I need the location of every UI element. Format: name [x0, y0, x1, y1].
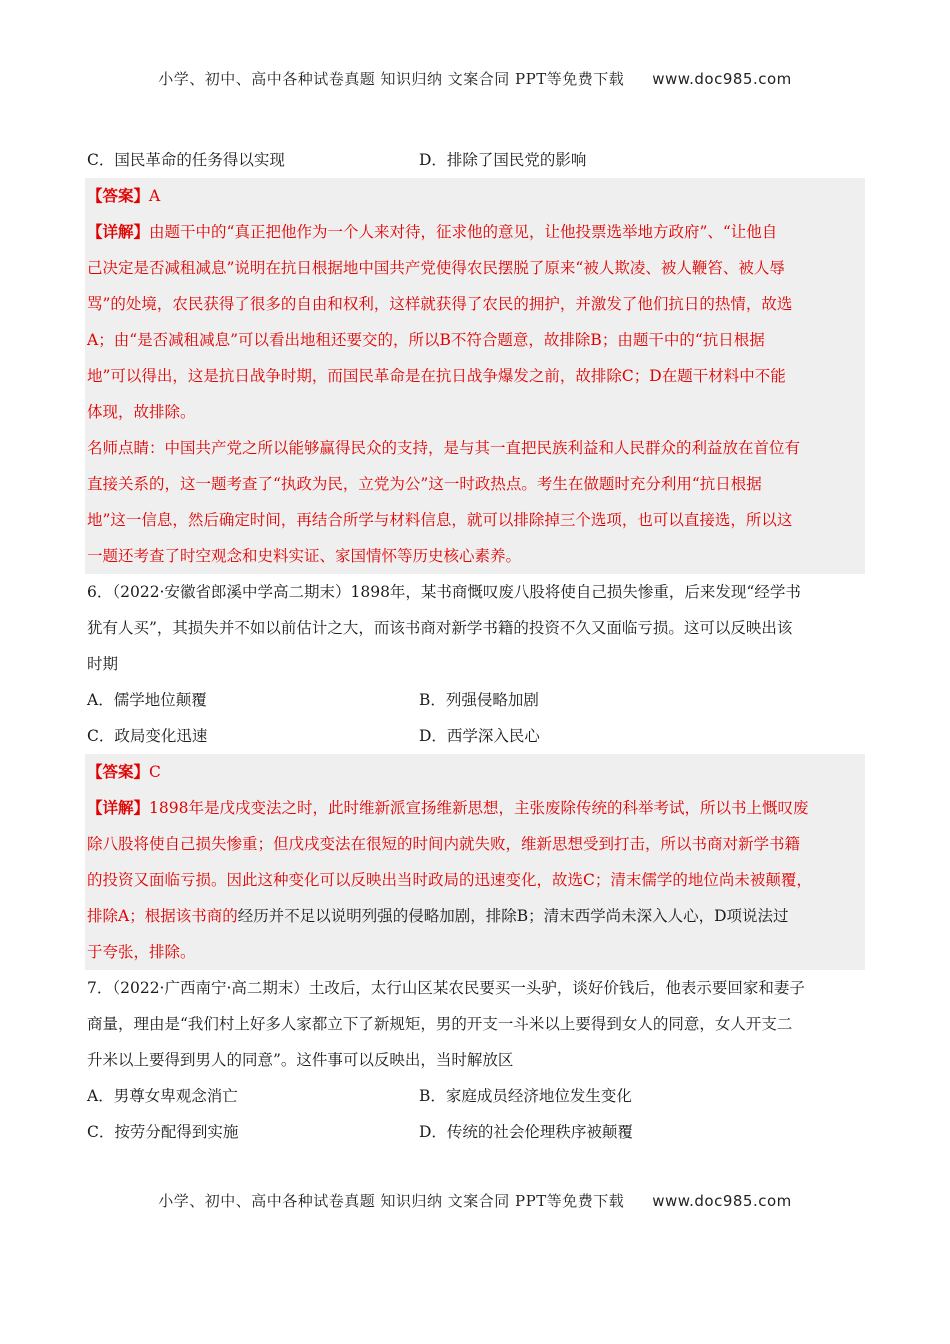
detail-text-red: 排除A；根据该书商的	[87, 907, 238, 925]
q6-option-a[interactable]: A．儒学地位颠覆	[87, 691, 207, 709]
q6-option-b[interactable]: B．列强侵略加剧	[419, 691, 539, 709]
detail-tag: 【详解】	[87, 798, 150, 817]
q5-detail-line: 地”可以得出，这是抗日战争时期，而国民革命是在抗日战争爆发之前，故排除C；D在题干材料中不能	[87, 367, 786, 385]
footer-text: 小学、初中、高中各种试卷真题 知识归纳 文案合同 PPT等免费下载	[158, 1192, 625, 1210]
q5-tip-line: 地”这一信息，然后确定时间，再结合所学与材料信息，就可以排除掉三个选项，也可以直接选，所以这	[87, 511, 793, 529]
q5-detail-line: 己决定是否减租减息”说明在抗日根据地中国共产党使得农民摆脱了原来“被人欺凌、被人鞭笞、被人辱	[87, 259, 785, 277]
q5-tip-line: 一题还考查了时空观念和史料实证、家国情怀等历史核心素养。	[87, 547, 522, 565]
q5-option-c[interactable]: C．国民革命的任务得以实现	[87, 151, 285, 169]
page-header	[0, 68, 950, 89]
q7-option-c[interactable]: C．按劳分配得到实施	[87, 1123, 239, 1141]
q7-stem-line: 升米以上要得到男人的同意”。这件事可以反映出，当时解放区	[87, 1051, 514, 1069]
q5-detail-line: A；由“是否减租减息”可以看出地租还要交的，所以B不符合题意，故排除B；由题干中的“抗日根据	[87, 331, 765, 349]
q5-options	[87, 142, 863, 178]
header-site-link[interactable]: www.doc985.com	[652, 70, 792, 88]
header-text: 小学、初中、高中各种试卷真题 知识归纳 文案合同 PPT等免费下载	[158, 70, 625, 88]
q6-detail-line	[87, 898, 865, 934]
detail-text: 由题干中的“真正把他作为一个人来对待，征求他的意见，让他投票选举地方政府”、“让他自	[149, 223, 778, 241]
q5-detail-line: 骂”的处境，农民获得了很多的自由和权利，这样就获得了农民的拥护，并激发了他们抗日的热情，故选	[87, 295, 793, 313]
q6-stem-line: 时期	[87, 655, 119, 673]
detail-text: 1898年是戊戌变法之时，此时维新派宣扬维新思想，主张废除传统的科举考试，所以书上慨叹废	[149, 799, 809, 817]
q6-detail-line: 的投资又面临亏损。因此这种变化可以反映出当时政局的迅速变化，故选C；清末儒学的地位尚未被颠覆，	[87, 871, 812, 889]
footer-site-link[interactable]: www.doc985.com	[652, 1192, 792, 1210]
q5-tip-line: 名师点睛：中国共产党之所以能够赢得民众的支持，是与其一直把民族利益和人民群众的利益放在首位有	[87, 439, 801, 457]
q6-detail-line	[87, 790, 865, 826]
page-footer	[0, 1190, 950, 1211]
q7-stem-line: 商量，理由是“我们村上好多人家都立下了新规矩，男的开支一斗米以上要得到女人的同意，女人开支二	[87, 1015, 793, 1033]
q6-stem-line: 犹有人买”，其损失并不如以前估计之大，而该书商对新学书籍的投资不久又面临亏损。这可以反映出该	[87, 619, 793, 637]
q6-option-c[interactable]: C．政局变化迅速	[87, 727, 208, 745]
detail-text-black: 经历并不足以说明列强的侵略加剧，排除B；清末西学尚未深入人心，D项说法过	[237, 907, 789, 925]
q6-stem-line: 6．（2022·安徽省郎溪中学高二期末）1898年，某书商慨叹废八股将使自己损失惨重，后来发现“经学书	[87, 583, 801, 601]
q6-detail-line: 除八股将使自己损失惨重；但戊戌变法在很短的时间内就失败，维新思想受到打击，所以书商对新学书籍	[87, 835, 801, 853]
q5-option-d[interactable]: D．排除了国民党的影响	[419, 151, 587, 169]
answer-value: A	[149, 187, 161, 205]
answer-tag: 【答案】	[87, 762, 150, 781]
q7-option-b[interactable]: B．家庭成员经济地位发生变化	[419, 1087, 632, 1105]
q6-options-row2	[87, 718, 863, 754]
q6-option-d[interactable]: D．西学深入民心	[419, 727, 540, 745]
q5-detail-line	[87, 214, 865, 250]
q5-detail-line: 体现，故排除。	[87, 403, 196, 421]
q7-option-a[interactable]: A．男尊女卑观念消亡	[87, 1087, 238, 1105]
q7-option-d[interactable]: D．传统的社会伦理秩序被颠覆	[419, 1123, 633, 1141]
q5-tip-line: 直接关系的，这一题考查了“执政为民，立党为公”这一时政热点。考生在做题时充分利用“抗日根据	[87, 475, 762, 493]
q6-answer	[87, 754, 865, 790]
answer-tag: 【答案】	[87, 186, 150, 205]
q6-detail-line: 于夸张，排除。	[87, 943, 196, 961]
answer-value: C	[149, 763, 161, 781]
q5-answer	[87, 178, 865, 214]
q7-options-row2	[87, 1114, 863, 1150]
detail-tag: 【详解】	[87, 222, 150, 241]
q7-options-row1	[87, 1078, 863, 1114]
q6-options-row1	[87, 682, 863, 718]
q7-stem-line: 7．（2022·广西南宁·高二期末）土改后，太行山区某农民要买一头驴，谈好价钱后，他表示要回家和妻子	[87, 979, 805, 997]
q5-answer-block	[85, 178, 865, 574]
page-content	[87, 142, 863, 1150]
q6-answer-block	[85, 754, 865, 970]
